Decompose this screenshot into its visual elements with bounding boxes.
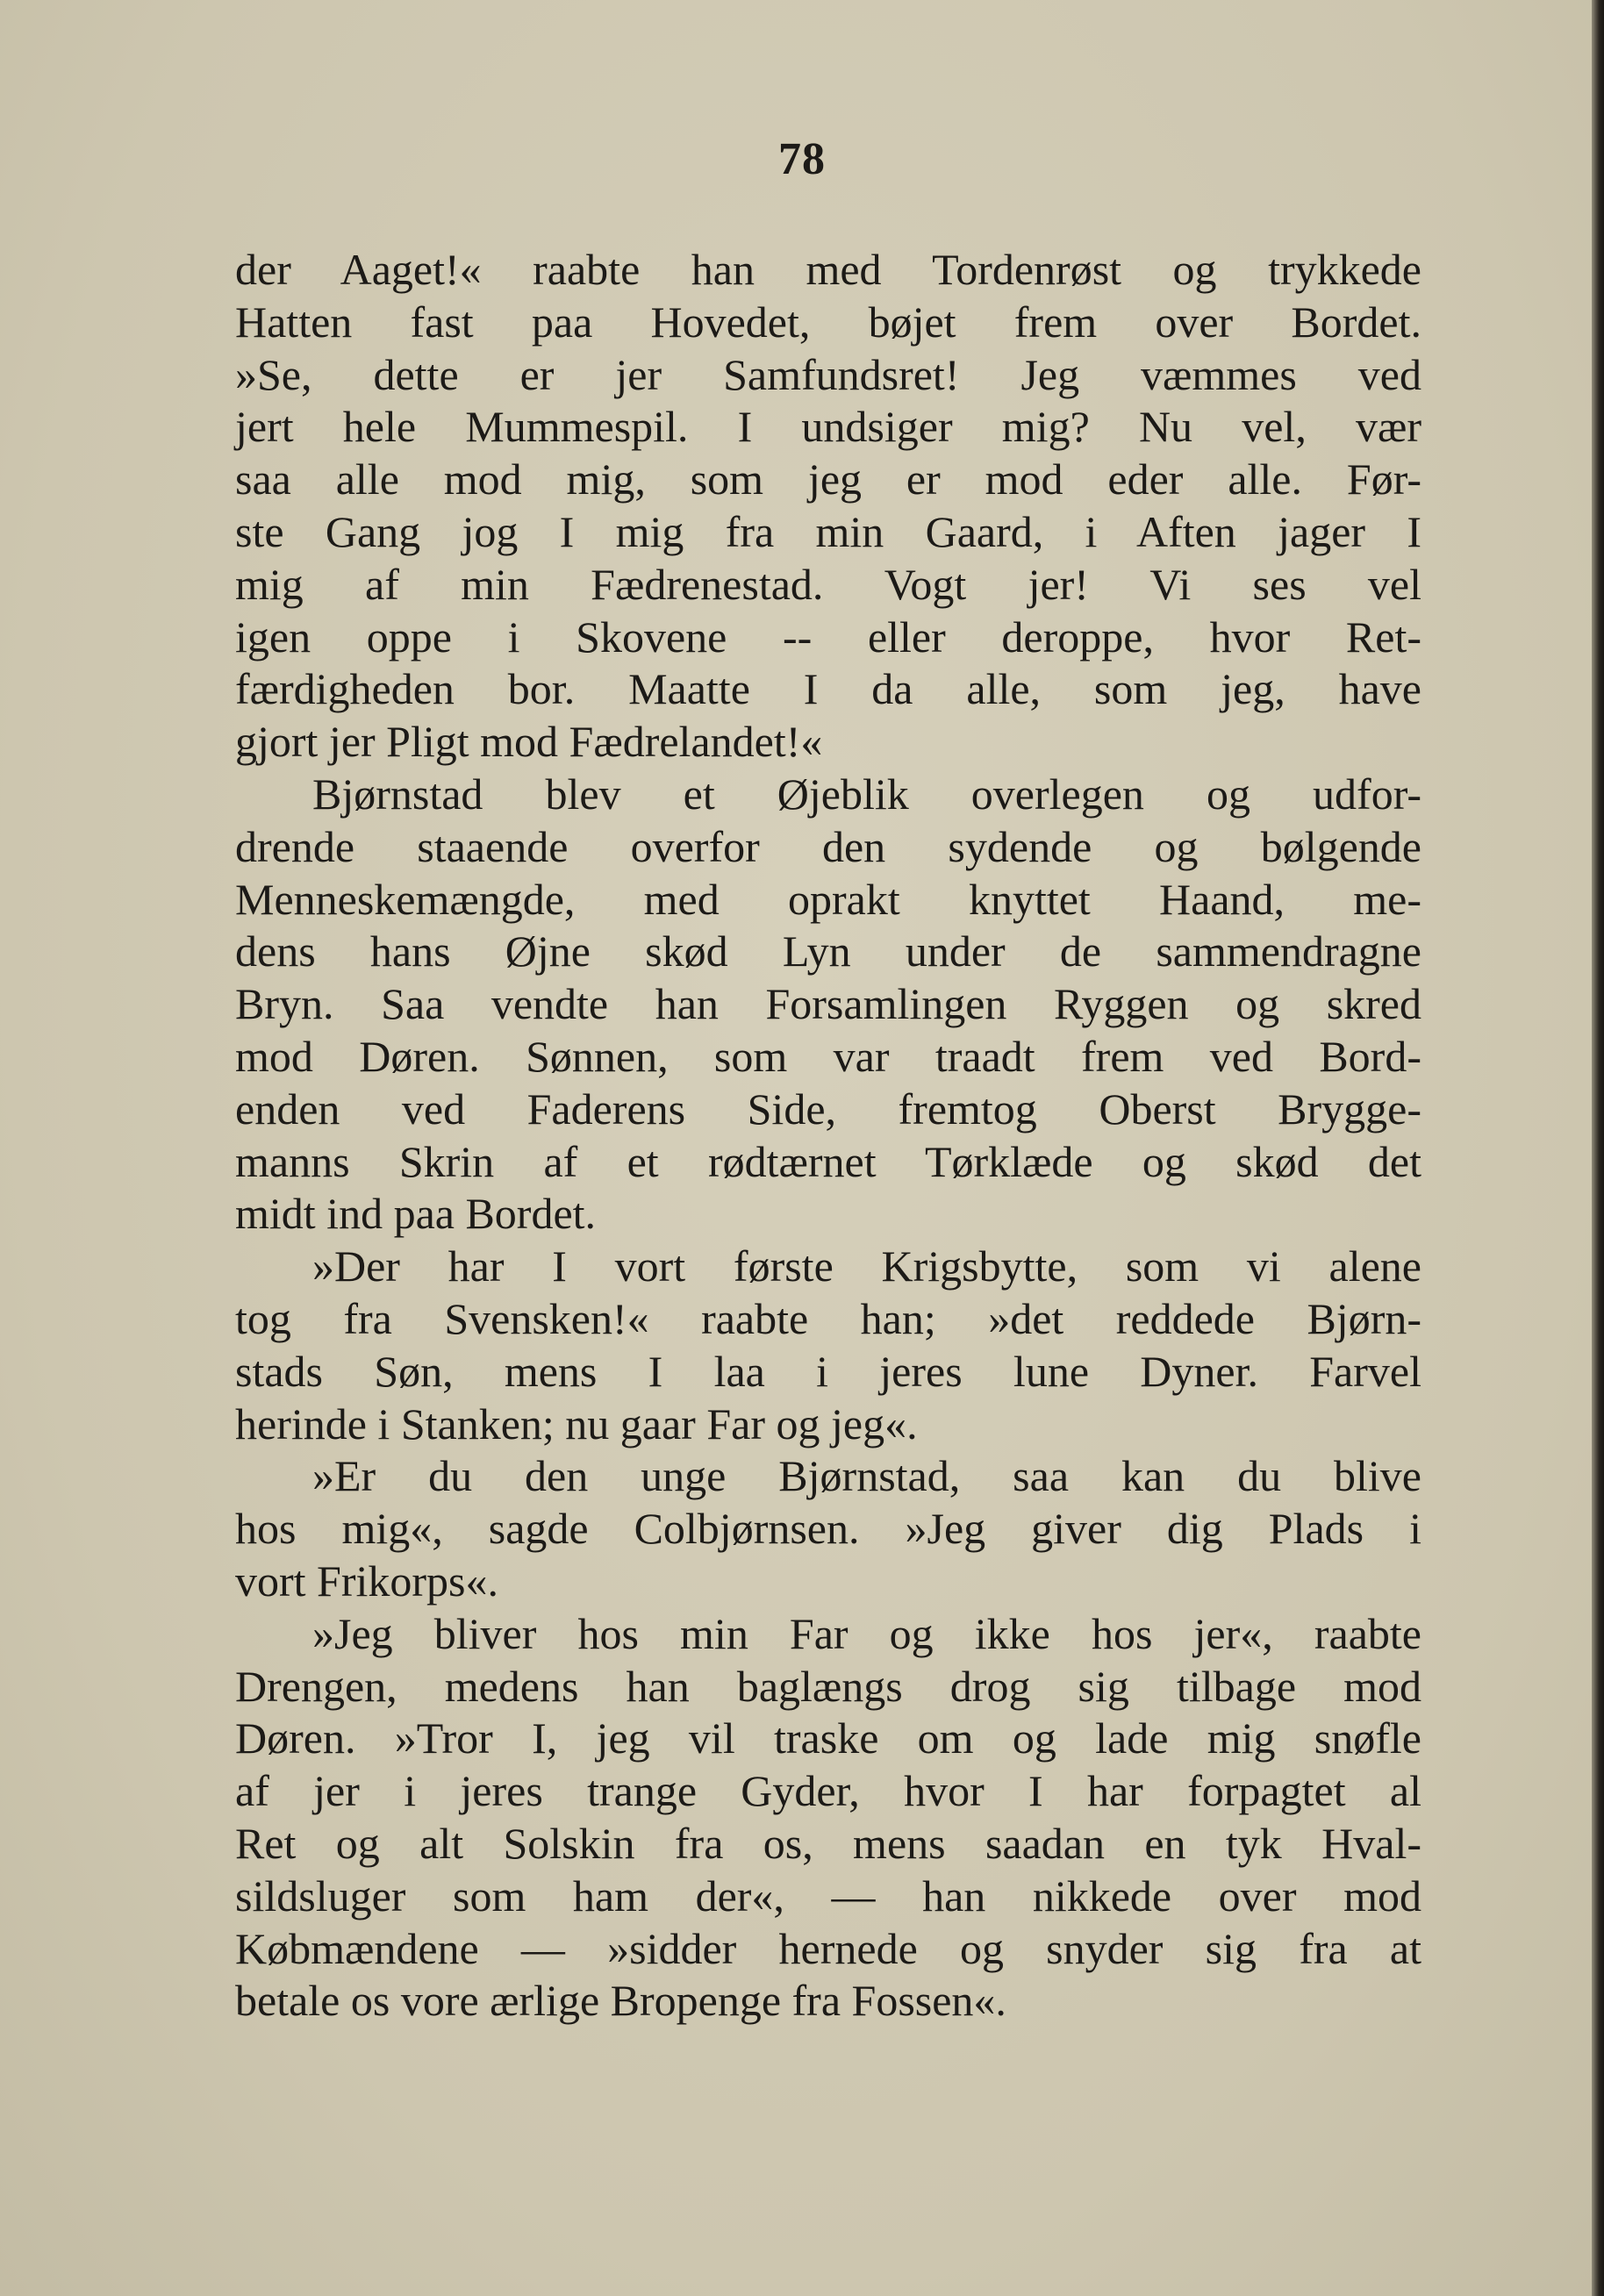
- text-line: ste Gang jog I mig fra min Gaard, i Aften jager I: [235, 506, 1421, 556]
- text-line: »Se, dette er jer Samfundsret! Jeg væmmes ved: [235, 349, 1421, 399]
- body-text: [235, 244, 1421, 2028]
- text-line: mod Døren. Sønnen, som var traadt frem ved Bord-: [235, 1031, 1421, 1081]
- text-line: Døren. »Tror I, jeg vil traske om og lade mig snøfle: [235, 1713, 1421, 1763]
- text-line: Menneskemængde, med oprakt knyttet Haand, me-: [235, 874, 1421, 924]
- text-line: saa alle mod mig, som jeg er mod eder alle. Før-: [235, 454, 1421, 504]
- text-line: sildsluger som ham der«, — han nikkede over mod: [235, 1870, 1421, 1920]
- page-number: 78: [778, 134, 826, 184]
- text-line: af jer i jeres trange Gyder, hvor I har forpagtet al: [235, 1766, 1421, 1816]
- text-line: dens hans Øjne skød Lyn under de sammendragne: [235, 926, 1421, 976]
- text-line: manns Skrin af et rødtærnet Tørklæde og skød det: [235, 1136, 1421, 1186]
- text-line: herinde i Stanken; nu gaar Far og jeg«.: [235, 1398, 918, 1448]
- text-line: Købmændene — »sidder hernede og snyder sig fra at: [235, 1923, 1421, 1973]
- text-line: færdigheden bor. Maatte I da alle, som jeg, have: [235, 664, 1421, 714]
- text-line: gjort jer Pligt mod Fædrelandet!«: [235, 717, 823, 767]
- text-line: igen oppe i Skovene -- eller deroppe, hvor Ret-: [235, 612, 1421, 662]
- page-edge-shadow: [1592, 0, 1604, 2296]
- text-line: tog fra Svensken!« raabte han; »det reddede Bjørn-: [235, 1293, 1421, 1343]
- text-line: drende staaende overfor den sydende og bølgende: [235, 821, 1421, 871]
- text-line: vort Frikorps«.: [235, 1556, 498, 1606]
- text-line: Bjørnstad blev et Øjeblik overlegen og udfor-: [312, 769, 1421, 819]
- text-line: jert hele Mummespil. I undsiger mig? Nu vel, vær: [235, 402, 1421, 452]
- text-line: »Der har I vort første Krigsbytte, som vi alene: [312, 1241, 1421, 1291]
- text-line: der Aaget!« raabte han med Tordenrøst og trykkede: [235, 245, 1421, 294]
- text-line: betale os vore ærlige Bropenge fra Fossen«.: [235, 1976, 1006, 2026]
- text-line: midt ind paa Bordet.: [235, 1189, 597, 1239]
- text-line: Hatten fast paa Hovedet, bøjet frem over Bordet.: [235, 297, 1421, 347]
- text-line: mig af min Fædrenestad. Vogt jer! Vi ses vel: [235, 559, 1421, 609]
- text-line: hos mig«, sagde Colbjørnsen. »Jeg giver dig Plads i: [235, 1504, 1421, 1554]
- text-line: enden ved Faderens Side, fremtog Oberst Brygge-: [235, 1084, 1421, 1134]
- text-line: stads Søn, mens I laa i jeres lune Dyner. Farvel: [235, 1346, 1421, 1396]
- text-line: »Er du den unge Bjørnstad, saa kan du blive: [312, 1451, 1421, 1501]
- text-line: Bryn. Saa vendte han Forsamlingen Ryggen og skred: [235, 979, 1421, 1029]
- text-line: Ret og alt Solskin fra os, mens saadan en tyk Hval-: [235, 1818, 1421, 1868]
- text-line: »Jeg bliver hos min Far og ikke hos jer«, raabte: [312, 1608, 1421, 1658]
- text-line: Drengen, medens han baglængs drog sig tilbage mod: [235, 1661, 1421, 1711]
